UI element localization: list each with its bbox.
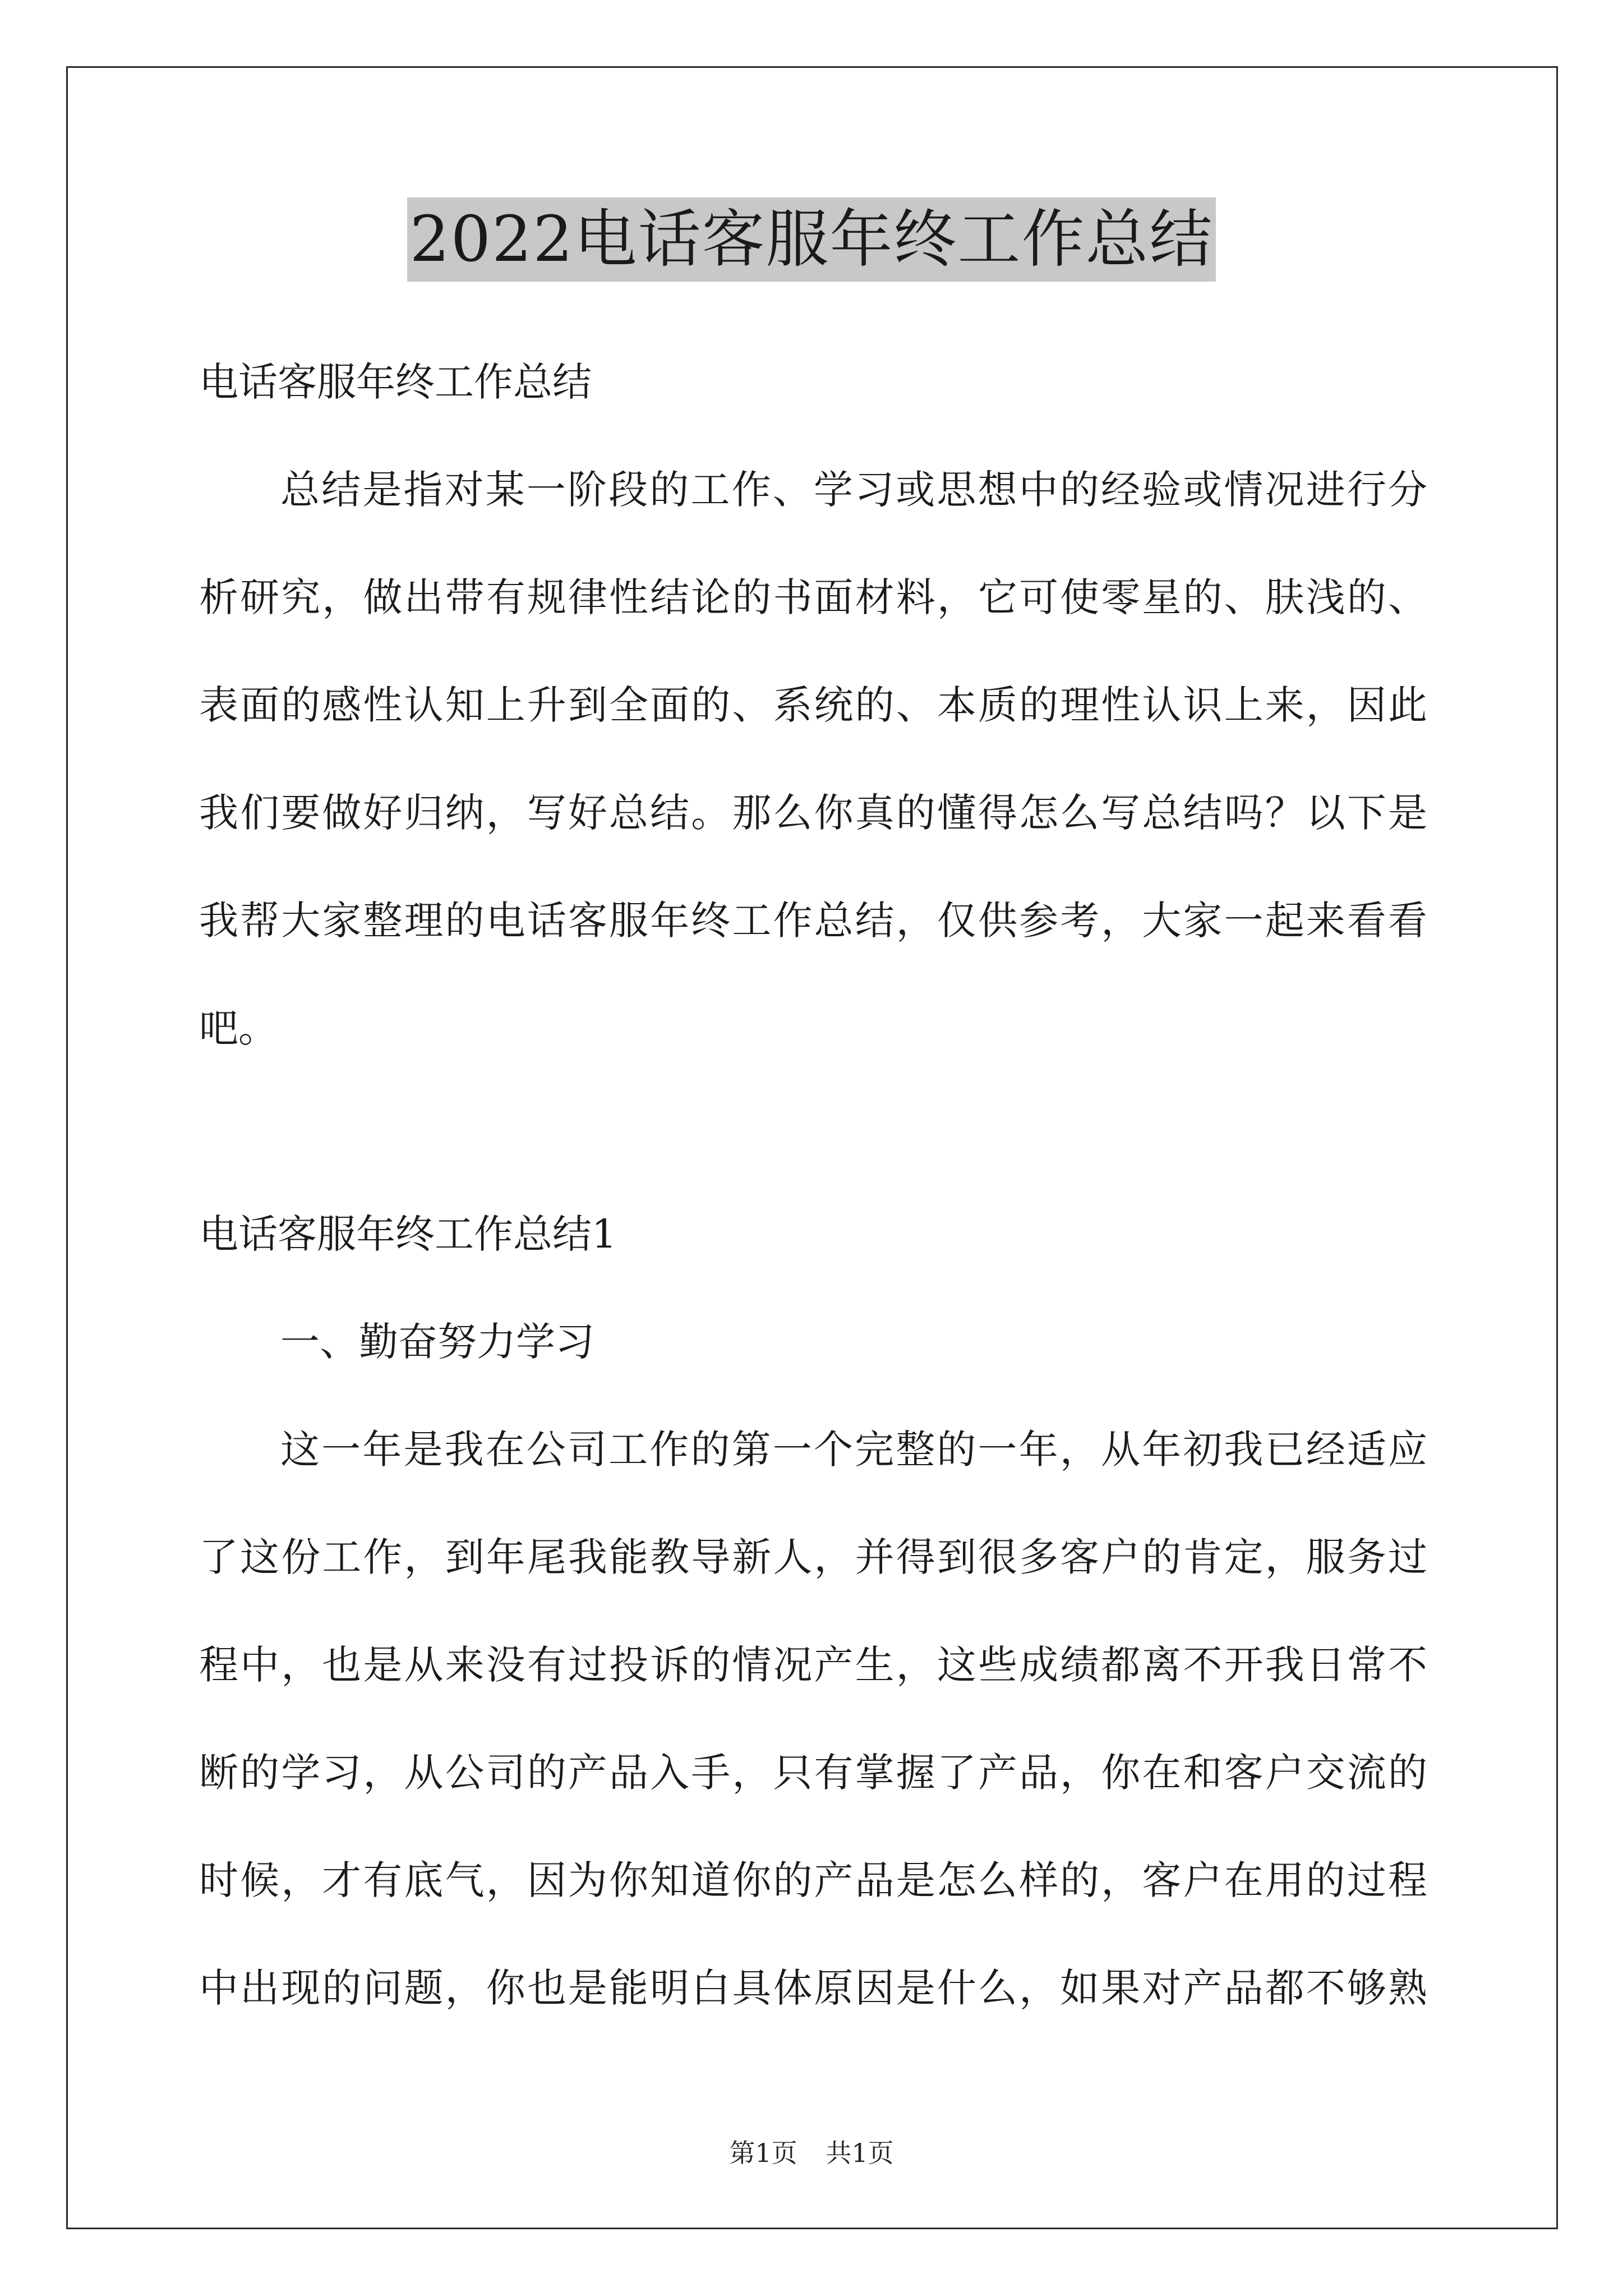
section-heading: 电话客服年终工作总结1 [199,1211,617,1257]
title-wrap [0,197,1623,282]
page-number: 第1页 [729,2138,797,2168]
intro-line-6: 吧。 [199,1005,278,1051]
intro-line-3: 表面的感性认知上升到全面的、系统的、本质的理性认识上来，因此 [199,682,1427,728]
body-line-2: 了这份工作，到年尾我能教导新人，并得到很多客户的肯定，服务过 [199,1534,1427,1580]
document-title: 2022电话客服年终工作总结 [407,197,1215,282]
body-line-6: 中出现的问题，你也是能明白具体原因是什么，如果对产品都不够熟 [199,1965,1427,2011]
intro-line-2: 析研究，做出带有规律性结论的书面材料，它可使零星的、肤浅的、 [199,574,1427,620]
document-subtitle: 电话客服年终工作总结 [199,359,592,405]
body-line-1: 这一年是我在公司工作的第一个完整的一年，从年初我已经适应 [280,1427,1427,1473]
body-line-5: 时候，才有底气，因为你知道你的产品是怎么样的，客户在用的过程 [199,1857,1427,1903]
body-line-3: 程中，也是从来没有过投诉的情况产生，这些成绩都离不开我日常不 [199,1642,1427,1688]
intro-line-4: 我们要做好归纳，写好总结。那么你真的懂得怎么写总结吗？以下是 [199,790,1427,836]
intro-line-1: 总结是指对某一阶段的工作、学习或思想中的经验或情况进行分 [280,467,1427,513]
page-footer [0,2136,1623,2170]
body-line-4: 断的学习，从公司的产品入手，只有掌握了产品，你在和客户交流的 [199,1750,1427,1796]
intro-line-5: 我帮大家整理的电话客服年终工作总结，仅供参考，大家一起来看看 [199,898,1427,944]
section-subheading: 一、勤奋努力学习 [280,1319,594,1365]
page-total: 共1页 [826,2138,894,2168]
